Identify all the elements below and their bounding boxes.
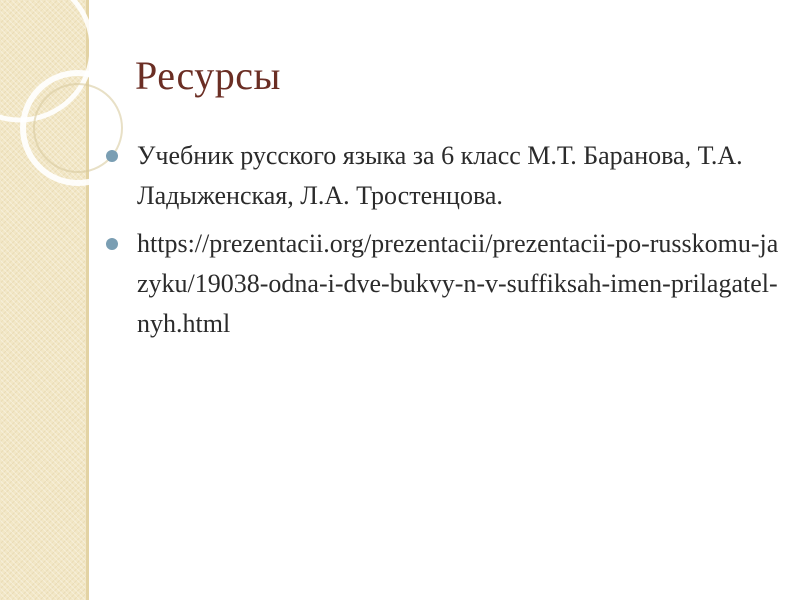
list-item-textbook [100, 136, 780, 216]
outer-ring [0, 0, 92, 120]
list-item-url [100, 224, 780, 344]
textbook-reference: Учебник русского языка за 6 класс М.Т. Баранова, Т.А. Ладыженская, Л.А. Тростенцова. [137, 141, 743, 210]
bullet-dot-icon [106, 238, 118, 250]
resource-url-link[interactable]: https://prezentacii.org/prezentacii/prezentacii-po-russkomu-jazyku/19038-odna-i-dve-bukvy-n-v-suffiksah-imen-prilagatel-nyh.html [137, 229, 779, 338]
bullet-dot-icon [106, 150, 118, 162]
slide-title: Ресурсы [135, 53, 281, 98]
bullet-list [100, 136, 780, 352]
